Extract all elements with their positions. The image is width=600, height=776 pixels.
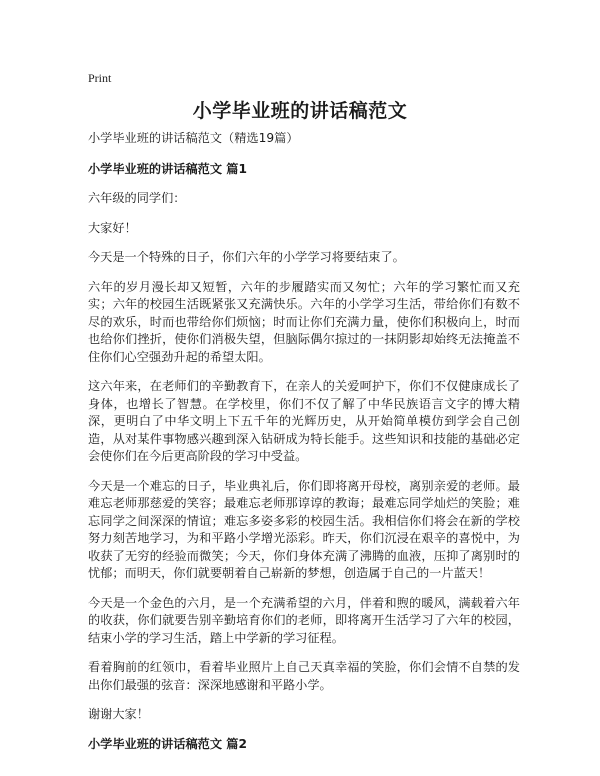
paragraph: 今天是一个难忘的日子，毕业典礼后，你们即将离开母校，离别亲爱的老师。最难忘老师那慈爱的笑容；最难忘老师那谆谆的教诲；最难忘同学灿烂的笑脸；难忘同学之间深深的情谊；难忘多姿多彩的校园生活。我相信你们将会在新的学校努力刻苦地学习，为和平路小学增光添彩。昨天，你们沉浸在艰辛的喜悦中，为收获了无穷的经验而微笑；今天，你们身体充满了沸腾的血液，压抑了离别时的忧郁；而明天，你们就要朝着自己崭新的梦想，创造属于自己的一片蓝天！ — [88, 478, 520, 580]
document-body — [88, 130, 520, 765]
paragraph: 看着胸前的红领巾，看着毕业照片上自己天真幸福的笑脸，你们会情不自禁的发出你们最强的弦音：深深地感谢和平路小学。 — [88, 660, 520, 692]
greeting-text: 六年级的同学们： — [88, 191, 186, 205]
document-subtitle: 小学毕业班的讲话稿范文（精选19篇） — [88, 131, 299, 145]
paragraph: 这六年来，在老师们的辛勤教育下，在亲人的关爱呵护下，你们不仅健康成长了身体，也增长了智慧。在学校里，你们不仅了解了中华民族语言文字的博大精深，更明白了中华文明上下五千年的光辉历史，从开始简单模仿到学会自己创造，从对某件事物感兴趣到深入钻研成为特长能手。这些知识和技能的基础必定会使你们在今后更高阶段的学习中受益。 — [88, 379, 520, 463]
section-heading-2: 小学毕业班的讲话稿范文 篇2 — [88, 736, 247, 751]
paragraph: 六年的岁月漫长却又短暂，六年的步履踏实而又匆忙；六年的学习繁忙而又充实；六年的校园生活既紧张又充满快乐。六年的小学学习生活，带给你们有数不尽的欢乐，时而也带给你们烦恼；时而让你们充满力量，使你们积极向上，时而也给你们挫折，使你们消极失望，但脑际偶尔掠过的一抹阴影却始终无法掩盖不住你们心空强劲升起的希望太阳。 — [88, 279, 520, 364]
page-title: 小学毕业班的讲话稿范文 — [192, 100, 408, 122]
paragraph: 今天是一个金色的六月，是一个充满希望的六月，伴着和煦的暖风，满载着六年的收获，你们就要告别辛勤培育你们的老师，即将离开生活学习了六年的校园，结束小学的学习生活，踏上中学新的学习征程。 — [88, 595, 520, 645]
section-heading-1: 小学毕业班的讲话稿范文 篇1 — [88, 161, 247, 176]
hello-text: 大家好！ — [88, 220, 137, 235]
closing-text: 谢谢大家！ — [88, 707, 149, 721]
print-link[interactable]: Print — [88, 71, 112, 85]
paragraph: 今天是一个特殊的日子，你们六年的小学学习将要结束了。 — [88, 250, 405, 264]
